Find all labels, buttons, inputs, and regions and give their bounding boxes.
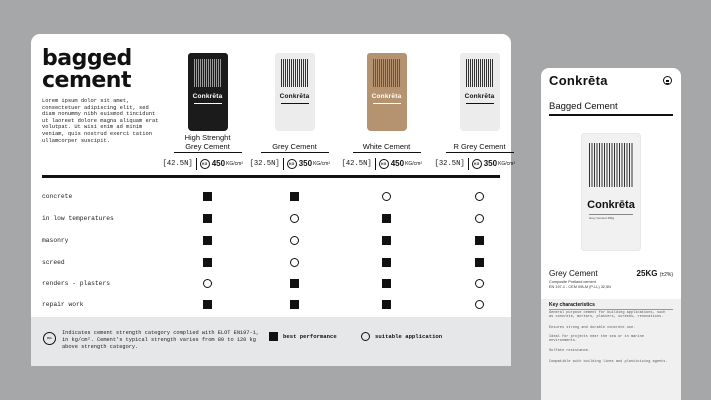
strength-note: Indicates cement strength category complied with ELOT EN197-1, in kg/cm². Cement's typical strength varies from 80 to 120 kg above strength category.	[62, 330, 260, 350]
legend-footer	[31, 317, 511, 366]
best-performance-label: best performance	[283, 333, 337, 340]
suitable-application-mark	[475, 279, 484, 288]
strength-class: [42.5N]	[162, 160, 193, 168]
bag-pattern	[194, 59, 222, 87]
product-name: Grey Cement	[549, 269, 598, 278]
mobile-page-title: Bagged Cement	[549, 101, 618, 112]
bag-brand: Conkrēta	[587, 199, 635, 211]
bag-pattern	[466, 59, 494, 87]
product-spec: Composite Portland cement EN 197-1 - CEM II/B-M (P-LL) 32,5N	[549, 280, 611, 289]
application-label: screed	[42, 259, 65, 266]
best-performance-mark	[382, 279, 391, 288]
suitable-application-mark	[290, 236, 299, 245]
brand-logo[interactable]: Conkrēta	[549, 73, 608, 88]
product-spec	[342, 158, 423, 170]
product-name[interactable]: White Cement	[362, 142, 411, 151]
strength-unit: KG/cm²	[405, 161, 423, 167]
strength-category-icon: KG	[200, 159, 210, 169]
product-spec	[250, 158, 331, 170]
application-label: masonry	[42, 237, 69, 244]
best-performance-mark	[382, 258, 391, 267]
strength-class: [32.5N]	[249, 160, 280, 168]
bag-brand: Conkrēta	[192, 93, 223, 100]
key-item: Compatible with building lines and plasticizing agents.	[549, 360, 668, 364]
bag-pattern	[373, 59, 401, 87]
suitable-application-mark	[382, 192, 391, 201]
strength-category-icon: KG	[287, 159, 297, 169]
strength-class: [42.5N]	[341, 160, 372, 168]
spec-separator	[196, 158, 197, 170]
product-weight: 25KG (±2%)	[636, 269, 673, 278]
best-performance-icon	[269, 332, 278, 341]
suitable-application-mark	[475, 214, 484, 223]
strength-unit: KG/cm²	[498, 161, 516, 167]
key-item: Ensures strong and durable concrete use.	[549, 326, 636, 330]
best-performance-mark	[203, 300, 212, 309]
page-title: bagged cement	[42, 46, 132, 93]
key-item: General purpose cement for building applications, such as concrete, mortars, plasters, screeds, renovations.	[549, 311, 666, 320]
product-name-underline	[446, 152, 514, 153]
header-divider	[42, 175, 500, 178]
best-performance-mark	[475, 236, 484, 245]
best-performance-mark	[382, 300, 391, 309]
product-bag-image	[275, 53, 315, 131]
strength-unit: KG/cm²	[313, 161, 331, 167]
menu-icon[interactable]	[663, 76, 672, 85]
product-name[interactable]: R Grey Cement	[453, 142, 506, 151]
best-performance-mark	[382, 214, 391, 223]
strength-unit: KG/cm²	[226, 161, 244, 167]
key-item: Ideal for projects near the sea or in marine environments.	[549, 335, 644, 344]
product-bag-image	[460, 53, 500, 131]
bag-label	[194, 103, 222, 114]
bag-pattern	[281, 59, 309, 87]
product-spec	[163, 158, 244, 170]
application-label: in low temperatures	[42, 215, 114, 222]
product-image	[581, 133, 641, 251]
strength-category-icon: KG	[43, 332, 56, 345]
suitable-application-mark	[475, 300, 484, 309]
best-performance-mark	[203, 214, 212, 223]
strength-value: 450	[390, 159, 405, 168]
mobile-product-view	[541, 68, 681, 400]
product-name[interactable]: Grey Cement	[272, 142, 317, 151]
suitable-application-mark	[290, 214, 299, 223]
product-name[interactable]: High Strenght Grey Cement	[184, 133, 231, 151]
application-label: concrete	[42, 193, 73, 200]
strength-value: 450	[211, 159, 226, 168]
strength-value: 350	[298, 159, 313, 168]
spec-separator	[283, 158, 284, 170]
strength-category-icon: KG	[379, 159, 389, 169]
strength-value: 350	[483, 159, 498, 168]
suitable-application-mark	[203, 279, 212, 288]
product-name-underline	[261, 152, 329, 153]
bag-label: Grey Cement 25kg	[589, 214, 633, 220]
hero-description: Lorem ipsum dolor sit amet, consectetuer adipiscing elit, sed diam nonummy nibh euismod tincidunt ut laoreet dolore magna aliquam erat volutpat. Ut wisi enim ad minim veniam, quis nostrud exerci tation ullamcorper suscipit.	[42, 98, 159, 144]
suitable-application-icon	[361, 332, 370, 341]
bag-brand: Conkrēta	[371, 93, 402, 100]
suitable-application-label: suitable application	[375, 333, 443, 340]
best-performance-mark	[203, 192, 212, 201]
key-divider	[549, 309, 673, 310]
best-performance-mark	[290, 192, 299, 201]
best-performance-mark	[382, 236, 391, 245]
bag-brand: Conkrēta	[464, 93, 495, 100]
product-name-underline	[353, 152, 421, 153]
application-label: repair work	[42, 301, 84, 308]
best-performance-mark	[290, 279, 299, 288]
best-performance-mark	[203, 236, 212, 245]
product-comparison-card	[31, 34, 516, 366]
spec-separator	[468, 158, 469, 170]
key-item: Sulfate resistance.	[549, 349, 590, 353]
suitable-application-mark	[475, 192, 484, 201]
product-spec	[435, 158, 516, 170]
bag-brand: Conkrēta	[279, 93, 310, 100]
bag-label	[373, 103, 401, 114]
spec-separator	[375, 158, 376, 170]
bag-label	[281, 103, 309, 114]
title-underline	[549, 114, 673, 116]
best-performance-mark	[290, 300, 299, 309]
bag-label	[466, 103, 494, 114]
bag-pattern	[589, 143, 633, 187]
product-name-underline	[174, 152, 242, 153]
product-bag-image	[367, 53, 407, 131]
best-performance-mark	[475, 258, 484, 267]
application-label: renders - plasters	[42, 280, 111, 287]
strength-class: [32.5N]	[434, 160, 465, 168]
suitable-application-mark	[290, 258, 299, 267]
key-characteristics	[541, 299, 681, 400]
key-title: Key characteristics	[549, 302, 595, 308]
strength-category-icon: KG	[472, 159, 482, 169]
best-performance-mark	[203, 258, 212, 267]
product-bag-image	[188, 53, 228, 131]
